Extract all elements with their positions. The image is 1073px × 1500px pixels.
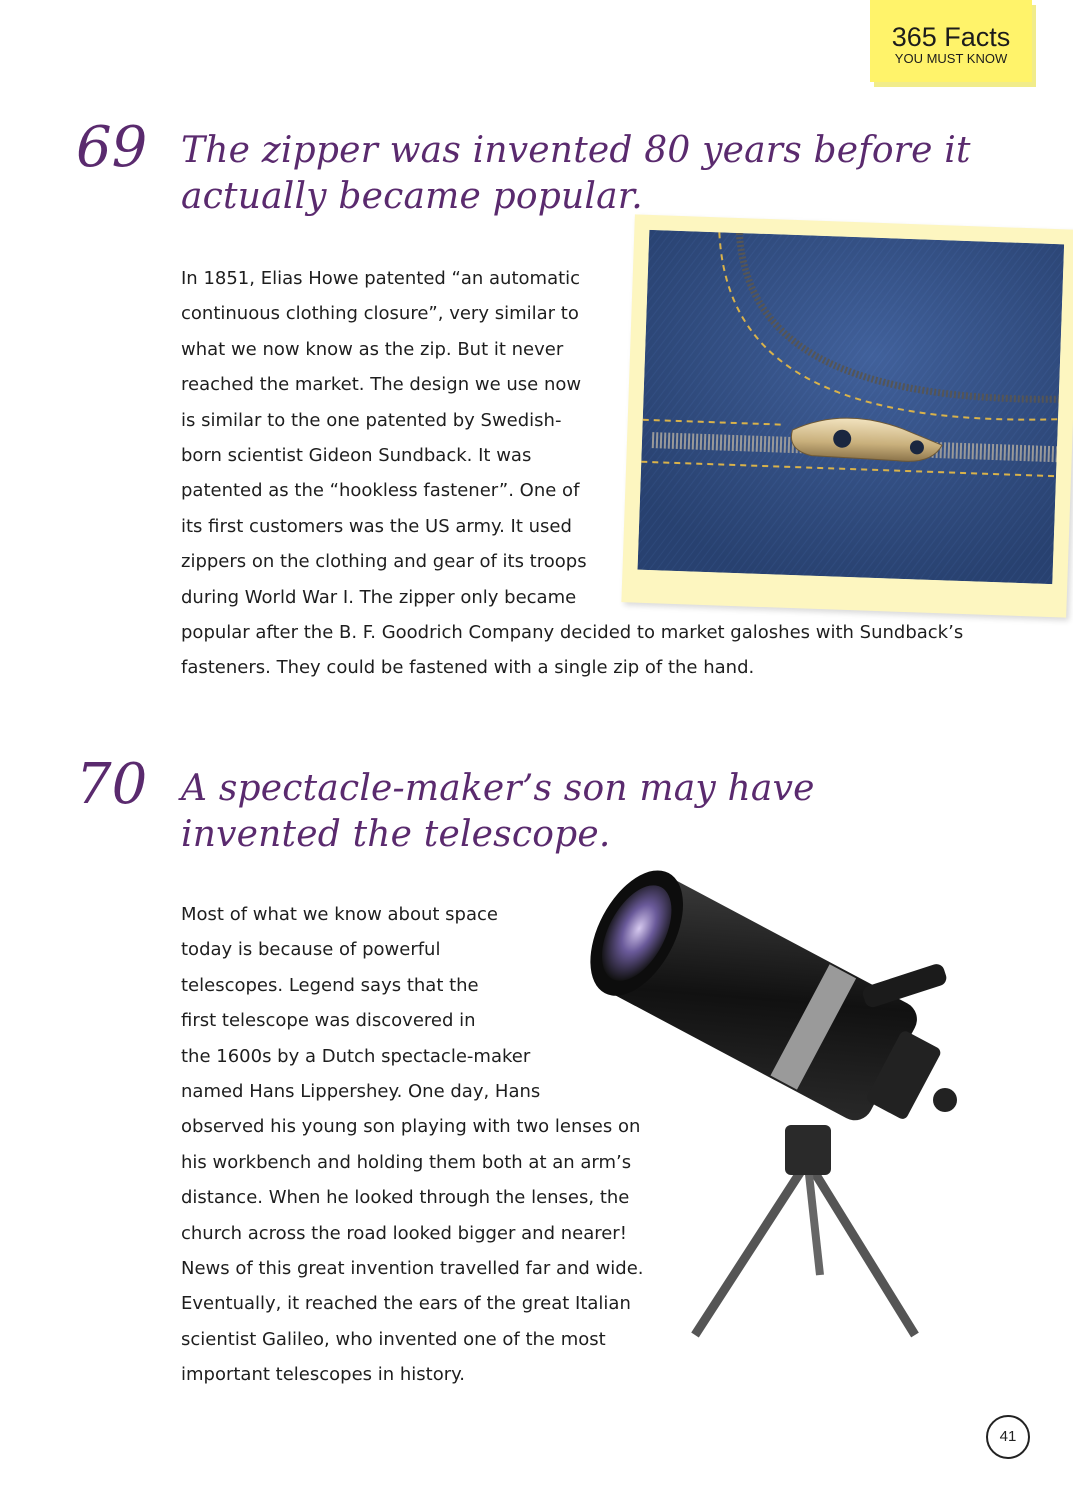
- body-line: reached the market. The design we use now: [181, 374, 582, 396]
- body-line: scientist Galileo, who invented one of the most: [181, 1328, 606, 1350]
- body-line: church across the road looked bigger and nearer!: [181, 1222, 627, 1244]
- body-line: continuous clothing closure”, very similar to: [181, 303, 579, 325]
- fact-title-line: A spectacle-maker’s son may have: [181, 768, 815, 809]
- body-line: Eventually, it reached the ears of the great Italian: [181, 1293, 631, 1315]
- body-line: first telescope was discovered in: [181, 1010, 476, 1032]
- body-line: Most of what we know about space: [181, 904, 498, 925]
- zipper-illustration: [638, 230, 1065, 584]
- fact-title-line: actually became popular.: [181, 176, 643, 217]
- fact-title-line: invented the telescope.: [181, 814, 611, 855]
- body-line: telescopes. Legend says that the: [181, 974, 479, 996]
- fact-title: [181, 766, 815, 858]
- body-line: is similar to the one patented by Swedish-: [181, 409, 562, 431]
- body-line: named Hans Lippershey. One day, Hans: [181, 1081, 541, 1103]
- book-tag: [870, 0, 1032, 82]
- body-line: what we now know as the zip. But it never: [181, 338, 564, 360]
- body-line: important telescopes in history.: [181, 1364, 465, 1386]
- page-number: 41: [986, 1415, 1030, 1459]
- fact-title: [181, 128, 971, 220]
- zipper-photo: [621, 214, 1073, 617]
- body-line: born scientist Gideon Sundback. It was: [181, 445, 532, 467]
- body-line: zippers on the clothing and gear of its troops: [181, 551, 587, 573]
- body-line: popular after the B. F. Goodrich Company decided to market galoshes with Sundback’s: [181, 622, 964, 644]
- body-line: In 1851, Elias Howe patented “an automatic: [181, 268, 581, 289]
- body-line: fasteners. They could be fastened with a single zip of the hand.: [181, 657, 755, 679]
- body-line: patented as the “hookless fastener”. One of: [181, 480, 580, 502]
- fact-number: 70: [76, 752, 148, 817]
- body-line: his workbench and holding them both at an arm’s: [181, 1151, 632, 1173]
- body-line: during World War I. The zipper only became: [181, 586, 577, 608]
- fact-body: [181, 897, 644, 1393]
- body-line: observed his young son playing with two lenses on: [181, 1116, 641, 1138]
- body-line: its first customers was the US army. It used: [181, 515, 572, 537]
- body-line: distance. When he looked through the lenses, the: [181, 1187, 630, 1209]
- tag-subtitle: YOU MUST KNOW: [894, 51, 1008, 66]
- telescope-illustration: [585, 865, 1005, 1345]
- fact-title-line: The zipper was invented 80 years before it: [181, 130, 971, 171]
- fact-number: 69: [76, 115, 148, 180]
- body-line: today is because of powerful: [181, 939, 441, 961]
- body-line: News of this great invention travelled far and wide.: [181, 1258, 644, 1280]
- telescope-photo: [585, 865, 1005, 1349]
- tag-title: 365 Facts: [891, 22, 1011, 52]
- body-line: the 1600s by a Dutch spectacle-maker: [181, 1045, 531, 1067]
